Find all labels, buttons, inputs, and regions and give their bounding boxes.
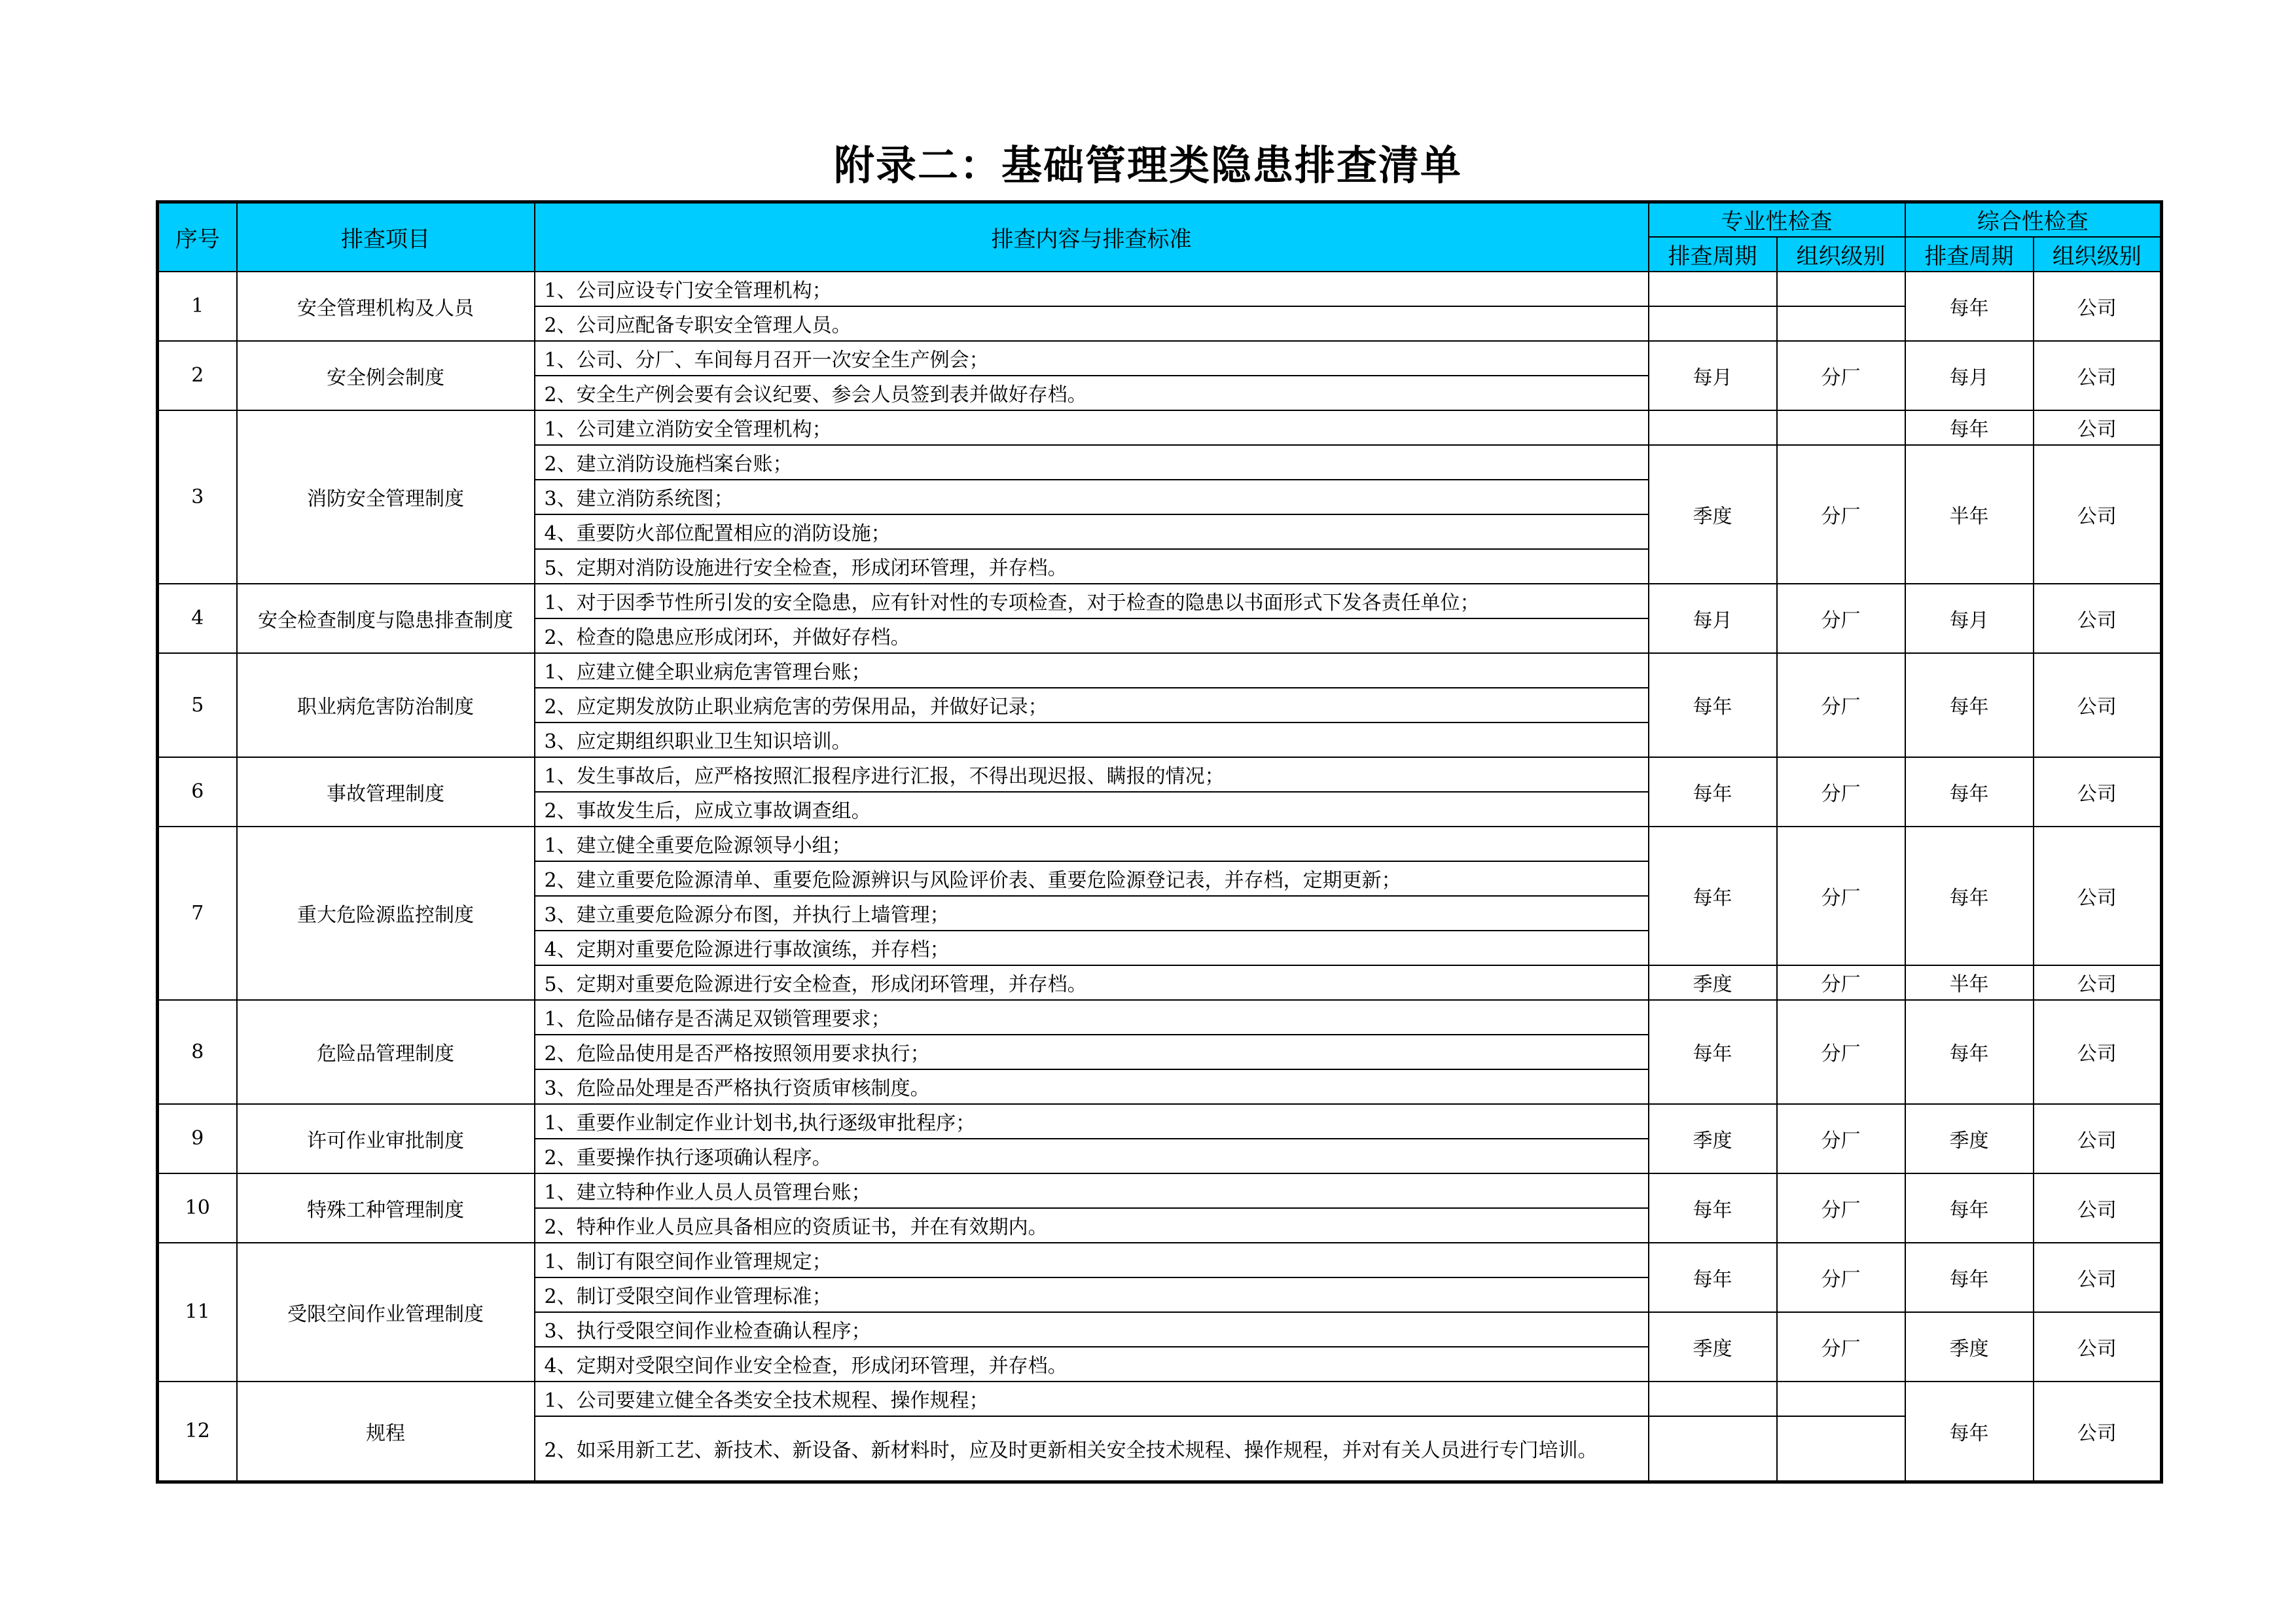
comp-level-cell: 公司 <box>2034 1000 2162 1104</box>
comp-level-cell: 公司 <box>2034 410 2162 445</box>
content-cell: 2、检查的隐患应形成闭环，并做好存档。 <box>535 618 1649 653</box>
comp-level-cell: 公司 <box>2034 1312 2162 1382</box>
comp-level-cell: 公司 <box>2034 584 2162 653</box>
comp-level-cell: 公司 <box>2034 1243 2162 1312</box>
content-cell: 2、建立重要危险源清单、重要危险源辨识与风险评价表、重要危险源登记表，并存档，定期更新； <box>535 861 1649 896</box>
comp-level-cell: 公司 <box>2034 965 2162 1000</box>
table-row <box>158 1104 2162 1139</box>
prof-level-cell: 分厂 <box>1777 1173 1905 1243</box>
content-cell: 2、公司应配备专职安全管理人员。 <box>535 306 1649 341</box>
item-cell: 受限空间作业管理制度 <box>237 1243 535 1382</box>
comp-level-cell: 公司 <box>2034 341 2162 410</box>
item-cell: 事故管理制度 <box>237 757 535 827</box>
content-cell: 4、重要防火部位配置相应的消防设施； <box>535 514 1649 549</box>
comp-period-cell: 季度 <box>1905 1312 2034 1382</box>
prof-period-cell <box>1649 306 1777 341</box>
prof-period-cell: 每月 <box>1649 341 1777 410</box>
seq-cell: 11 <box>158 1243 237 1382</box>
prof-period-cell <box>1649 1382 1777 1416</box>
seq-cell: 12 <box>158 1382 237 1482</box>
header-professional: 专业性检查 <box>1649 202 1905 237</box>
item-cell: 安全检查制度与隐患排查制度 <box>237 584 535 653</box>
header-comp-period: 排查周期 <box>1905 237 2034 272</box>
seq-cell: 5 <box>158 653 237 757</box>
prof-level-cell: 分厂 <box>1777 965 1905 1000</box>
prof-period-cell: 每年 <box>1649 1173 1777 1243</box>
comp-period-cell: 每年 <box>1905 1382 2034 1482</box>
prof-period-cell <box>1649 1416 1777 1482</box>
header-comp-level: 组织级别 <box>2034 237 2162 272</box>
item-cell: 职业病危害防治制度 <box>237 653 535 757</box>
prof-period-cell: 每年 <box>1649 653 1777 757</box>
item-cell: 特殊工种管理制度 <box>237 1173 535 1243</box>
content-cell: 2、建立消防设施档案台账； <box>535 445 1649 480</box>
content-cell: 5、定期对消防设施进行安全检查，形成闭环管理，并存档。 <box>535 549 1649 584</box>
comp-level-cell: 公司 <box>2034 272 2162 341</box>
comp-level-cell: 公司 <box>2034 445 2162 584</box>
prof-level-cell: 分厂 <box>1777 827 1905 965</box>
table-row <box>158 341 2162 376</box>
content-cell: 3、建立重要危险源分布图，并执行上墙管理； <box>535 896 1649 931</box>
header-content: 排查内容与排查标准 <box>535 202 1649 272</box>
content-cell: 4、定期对受限空间作业安全检查，形成闭环管理，并存档。 <box>535 1347 1649 1382</box>
seq-cell: 3 <box>158 410 237 584</box>
prof-period-cell: 季度 <box>1649 445 1777 584</box>
prof-level-cell: 分厂 <box>1777 1000 1905 1104</box>
header-seq: 序号 <box>158 202 237 272</box>
prof-period-cell: 每月 <box>1649 584 1777 653</box>
content-cell: 2、安全生产例会要有会议纪要、参会人员签到表并做好存档。 <box>535 376 1649 410</box>
content-cell: 1、发生事故后，应严格按照汇报程序进行汇报，不得出现迟报、瞒报的情况； <box>535 757 1649 792</box>
content-cell: 2、特种作业人员应具备相应的资质证书，并在有效期内。 <box>535 1208 1649 1243</box>
prof-level-cell <box>1777 306 1905 341</box>
comp-period-cell: 每年 <box>1905 1000 2034 1104</box>
header-comprehensive: 综合性检查 <box>1905 202 2162 237</box>
comp-period-cell: 半年 <box>1905 445 2034 584</box>
content-cell: 5、定期对重要危险源进行安全检查，形成闭环管理，并存档。 <box>535 965 1649 1000</box>
comp-period-cell: 季度 <box>1905 1104 2034 1173</box>
content-cell: 3、建立消防系统图； <box>535 480 1649 514</box>
prof-level-cell: 分厂 <box>1777 1243 1905 1312</box>
comp-period-cell: 每年 <box>1905 272 2034 341</box>
comp-level-cell: 公司 <box>2034 653 2162 757</box>
prof-level-cell: 分厂 <box>1777 1312 1905 1382</box>
item-cell: 危险品管理制度 <box>237 1000 535 1104</box>
content-cell: 1、对于因季节性所引发的安全隐患，应有针对性的专项检查，对于检查的隐患以书面形式下发各责任单位； <box>535 584 1649 618</box>
comp-period-cell: 每年 <box>1905 653 2034 757</box>
content-cell: 3、应定期组织职业卫生知识培训。 <box>535 722 1649 757</box>
seq-cell: 8 <box>158 1000 237 1104</box>
comp-period-cell: 每年 <box>1905 1243 2034 1312</box>
prof-level-cell <box>1777 1382 1905 1416</box>
table-row <box>158 1243 2162 1277</box>
prof-level-cell <box>1777 1416 1905 1482</box>
prof-level-cell: 分厂 <box>1777 653 1905 757</box>
table-row <box>158 1382 2162 1416</box>
seq-cell: 9 <box>158 1104 237 1173</box>
prof-period-cell: 季度 <box>1649 965 1777 1000</box>
content-cell: 2、危险品使用是否严格按照领用要求执行； <box>535 1035 1649 1069</box>
hazard-checklist-table <box>156 200 2163 1484</box>
table-row <box>158 410 2162 445</box>
prof-level-cell: 分厂 <box>1777 341 1905 410</box>
table-row <box>158 827 2162 861</box>
content-cell: 2、事故发生后，应成立事故调查组。 <box>535 792 1649 827</box>
content-cell: 1、建立健全重要危险源领导小组； <box>535 827 1649 861</box>
table-row <box>158 1000 2162 1035</box>
item-cell: 重大危险源监控制度 <box>237 827 535 1000</box>
prof-level-cell: 分厂 <box>1777 445 1905 584</box>
prof-level-cell: 分厂 <box>1777 757 1905 827</box>
content-cell: 1、制订有限空间作业管理规定； <box>535 1243 1649 1277</box>
table-row <box>158 1173 2162 1208</box>
content-cell: 1、公司应设专门安全管理机构； <box>535 272 1649 306</box>
prof-level-cell <box>1777 272 1905 306</box>
prof-period-cell: 季度 <box>1649 1104 1777 1173</box>
content-cell: 2、如采用新工艺、新技术、新设备、新材料时，应及时更新相关安全技术规程、操作规程，并对有关人员进行专门培训。 <box>535 1416 1649 1482</box>
content-cell: 2、制订受限空间作业管理标准； <box>535 1277 1649 1312</box>
table-row <box>158 272 2162 306</box>
header-prof-level: 组织级别 <box>1777 237 1905 272</box>
seq-cell: 1 <box>158 272 237 341</box>
comp-period-cell: 每月 <box>1905 341 2034 410</box>
content-cell: 1、应建立健全职业病危害管理台账； <box>535 653 1649 688</box>
content-cell: 1、公司要建立健全各类安全技术规程、操作规程； <box>535 1382 1649 1416</box>
seq-cell: 7 <box>158 827 237 1000</box>
item-cell: 规程 <box>237 1382 535 1482</box>
comp-level-cell: 公司 <box>2034 1173 2162 1243</box>
item-cell: 安全例会制度 <box>237 341 535 410</box>
seq-cell: 10 <box>158 1173 237 1243</box>
comp-level-cell: 公司 <box>2034 1104 2162 1173</box>
prof-period-cell <box>1649 410 1777 445</box>
comp-period-cell: 半年 <box>1905 965 2034 1000</box>
prof-level-cell: 分厂 <box>1777 1104 1905 1173</box>
content-cell: 1、公司建立消防安全管理机构； <box>535 410 1649 445</box>
page-title: 附录二：基础管理类隐患排查清单 <box>833 141 1462 189</box>
prof-period-cell: 每年 <box>1649 1000 1777 1104</box>
seq-cell: 2 <box>158 341 237 410</box>
prof-period-cell: 每年 <box>1649 827 1777 965</box>
comp-period-cell: 每年 <box>1905 410 2034 445</box>
header-prof-period: 排查周期 <box>1649 237 1777 272</box>
prof-level-cell <box>1777 410 1905 445</box>
seq-cell: 6 <box>158 757 237 827</box>
content-cell: 4、定期对重要危险源进行事故演练，并存档； <box>535 931 1649 965</box>
comp-level-cell: 公司 <box>2034 1382 2162 1482</box>
table-row <box>158 757 2162 792</box>
prof-period-cell <box>1649 272 1777 306</box>
content-cell: 3、执行受限空间作业检查确认程序； <box>535 1312 1649 1347</box>
content-cell: 1、公司、分厂、车间每月召开一次安全生产例会； <box>535 341 1649 376</box>
comp-period-cell: 每年 <box>1905 827 2034 965</box>
item-cell: 安全管理机构及人员 <box>237 272 535 341</box>
comp-level-cell: 公司 <box>2034 757 2162 827</box>
content-cell: 1、建立特种作业人员人员管理台账； <box>535 1173 1649 1208</box>
header-item: 排查项目 <box>237 202 535 272</box>
comp-period-cell: 每月 <box>1905 584 2034 653</box>
prof-period-cell: 季度 <box>1649 1312 1777 1382</box>
seq-cell: 4 <box>158 584 237 653</box>
prof-period-cell: 每年 <box>1649 1243 1777 1312</box>
content-cell: 3、危险品处理是否严格执行资质审核制度。 <box>535 1069 1649 1104</box>
comp-period-cell: 每年 <box>1905 757 2034 827</box>
item-cell: 消防安全管理制度 <box>237 410 535 584</box>
prof-level-cell: 分厂 <box>1777 584 1905 653</box>
content-cell: 1、重要作业制定作业计划书,执行逐级审批程序； <box>535 1104 1649 1139</box>
content-cell: 2、应定期发放防止职业病危害的劳保用品，并做好记录； <box>535 688 1649 722</box>
comp-level-cell: 公司 <box>2034 827 2162 965</box>
table-row <box>158 584 2162 618</box>
prof-period-cell: 每年 <box>1649 757 1777 827</box>
content-cell: 2、重要操作执行逐项确认程序。 <box>535 1139 1649 1173</box>
comp-period-cell: 每年 <box>1905 1173 2034 1243</box>
item-cell: 许可作业审批制度 <box>237 1104 535 1173</box>
table-row <box>158 653 2162 688</box>
content-cell: 1、危险品储存是否满足双锁管理要求； <box>535 1000 1649 1035</box>
